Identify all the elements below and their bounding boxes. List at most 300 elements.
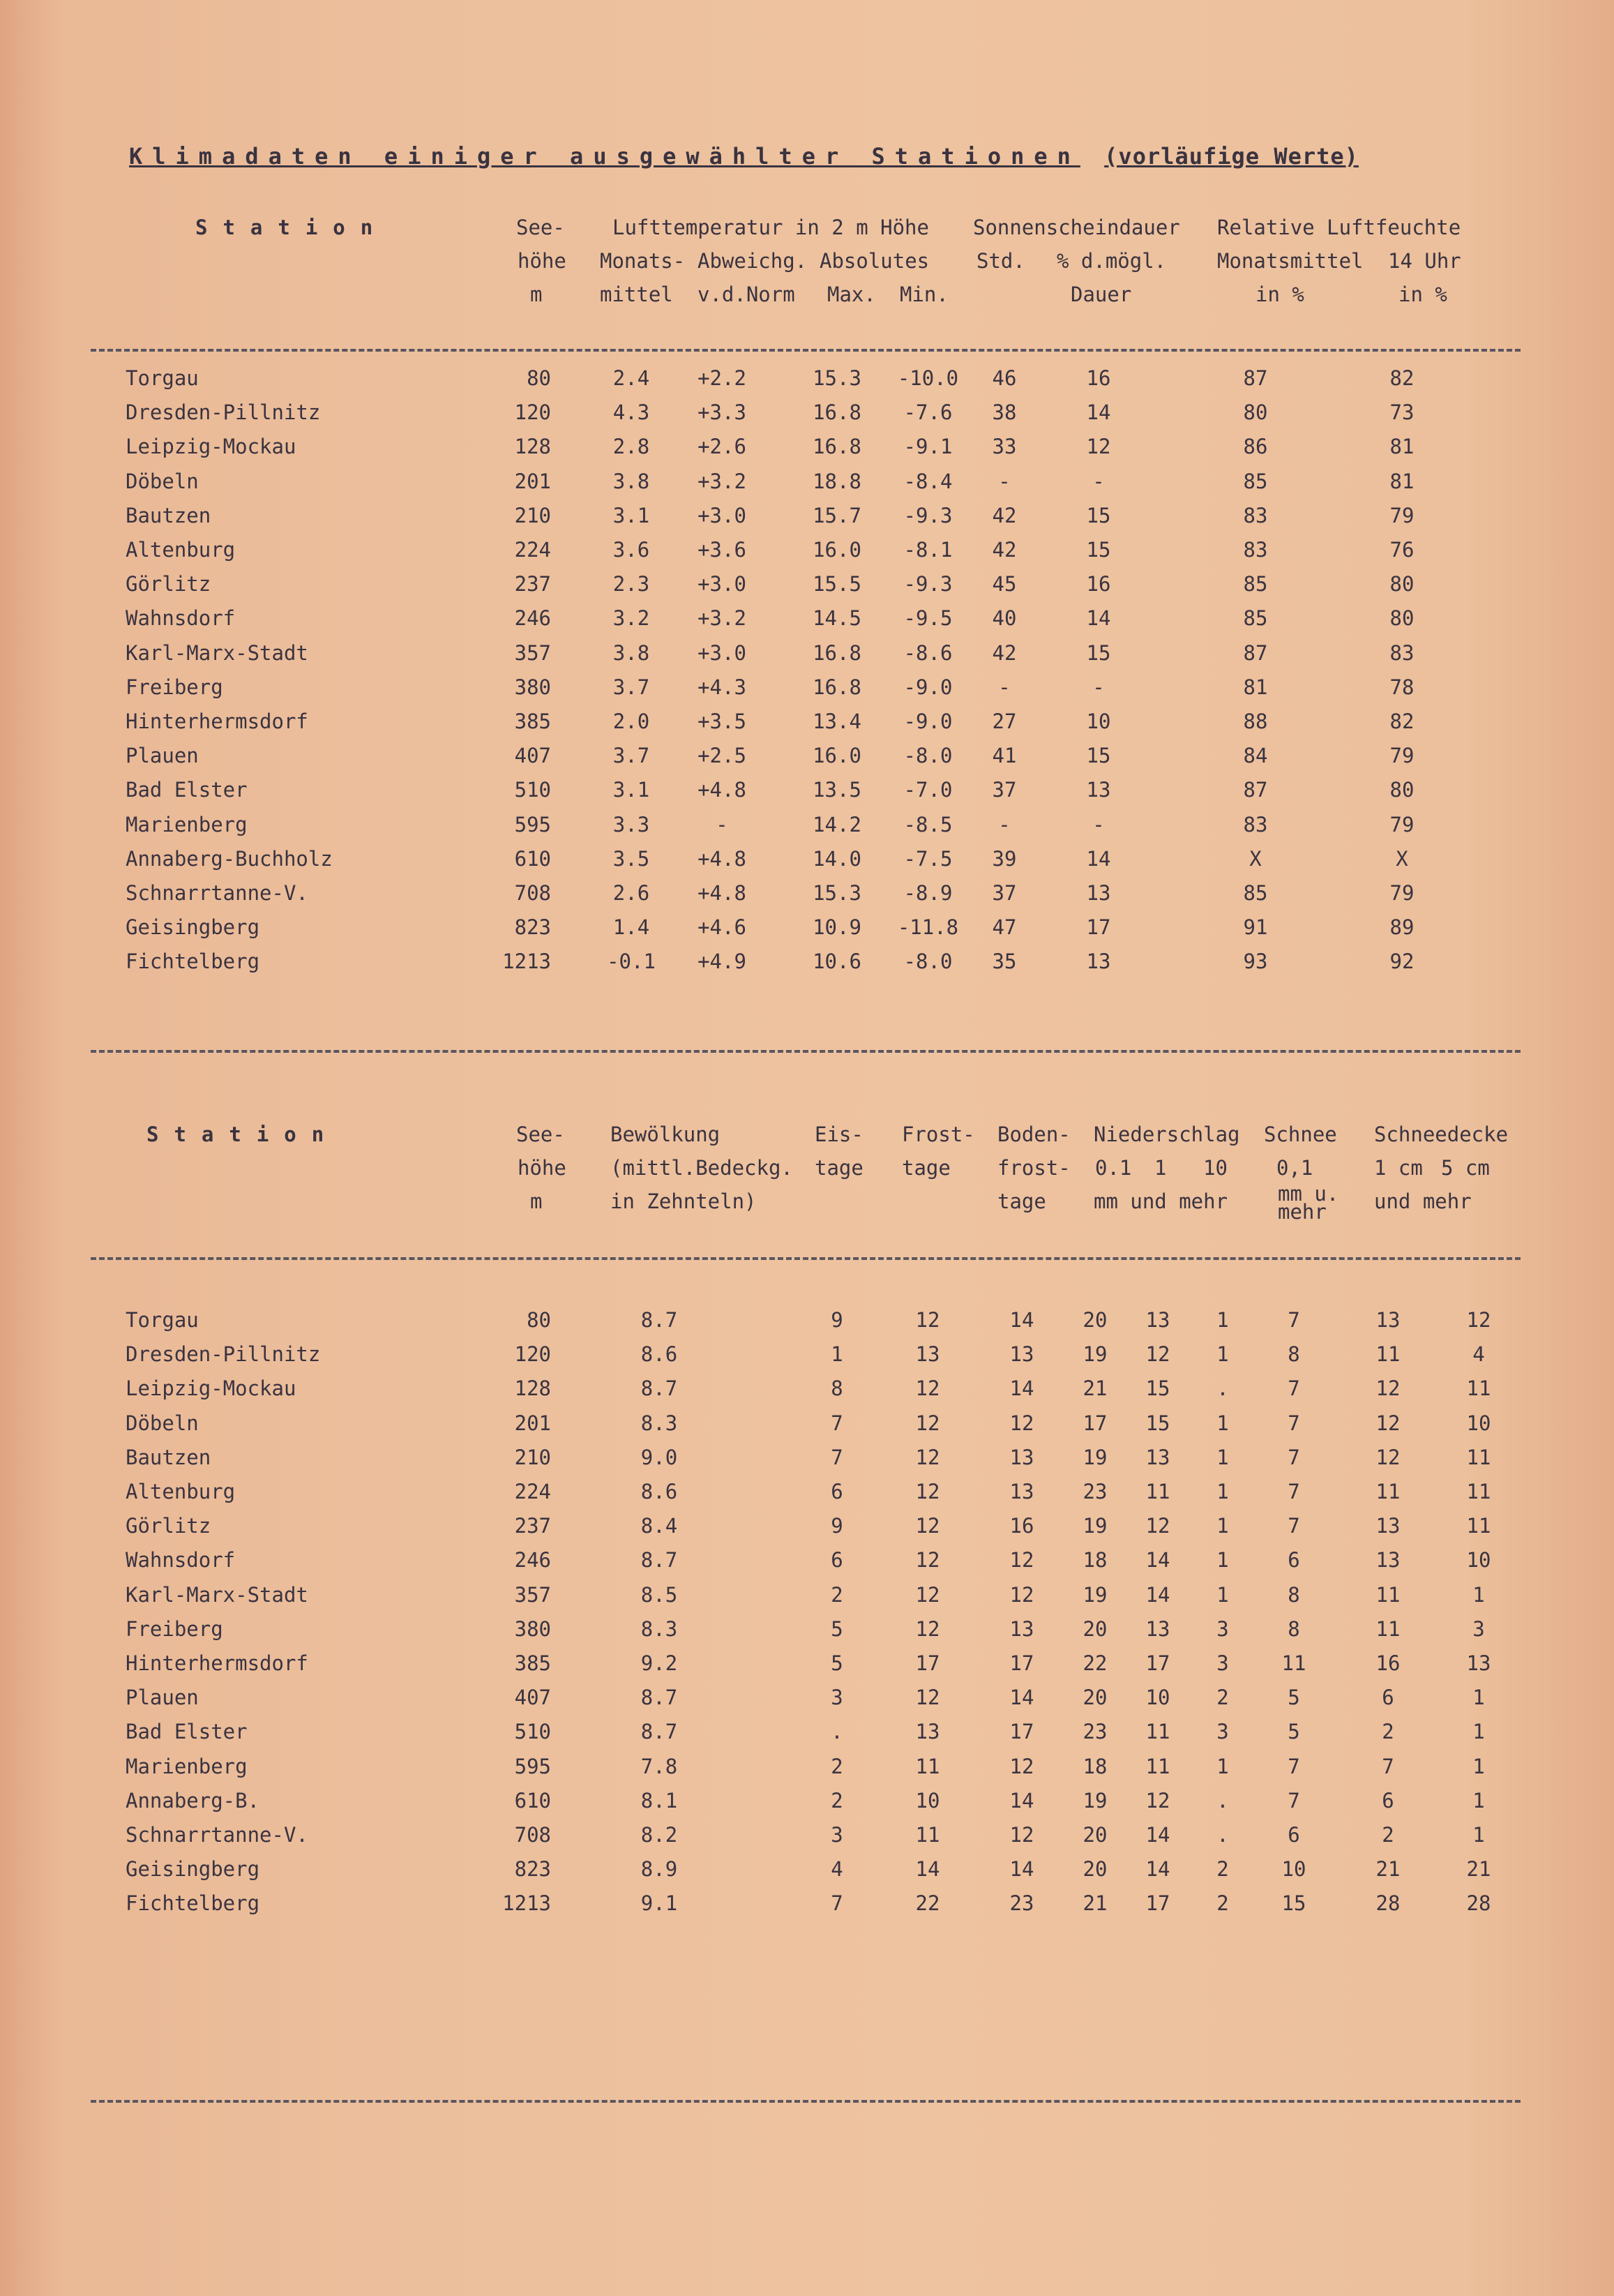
bodenfrost-cell: 12 — [1009, 1754, 1034, 1778]
sonne-std-cell: 38 — [992, 400, 1017, 425]
niederschlag-10-cell: 3 — [1216, 1651, 1229, 1675]
sonne-prozent-cell: 15 — [1086, 640, 1111, 665]
divider-t1-header — [91, 349, 1521, 352]
t2-schneedecke-5cm: 5 cm — [1441, 1156, 1490, 1180]
t1-monatsmittel-1: Monats- — [600, 249, 686, 273]
bewoelkung-cell: 9.0 — [640, 1445, 678, 1469]
niederschlag-1-cell: 14 — [1145, 1823, 1170, 1847]
bewoelkung-cell: 8.1 — [640, 1788, 678, 1813]
sonne-std-cell: 42 — [992, 503, 1017, 527]
monatsmittel-cell: 4.3 — [612, 400, 650, 425]
schneedecke-5cm-cell: 11 — [1466, 1480, 1491, 1503]
min-cell: -8.9 — [903, 881, 953, 905]
monatsmittel-cell: 2.0 — [612, 710, 650, 733]
table-row — [0, 1857, 1614, 1891]
niederschlag-1-cell: 17 — [1145, 1891, 1170, 1916]
station-name: Plauen — [126, 1686, 199, 1710]
schneedecke-1cm-cell: 13 — [1375, 1308, 1401, 1332]
niederschlag-1-cell: 11 — [1145, 1720, 1170, 1744]
schneedecke-5cm-cell: 10 — [1466, 1548, 1491, 1573]
sonne-std-cell: 42 — [992, 538, 1017, 562]
monatsmittel-cell: 3.8 — [612, 640, 650, 665]
sonne-std-cell: 42 — [992, 640, 1017, 665]
table-row — [0, 366, 1614, 400]
sonne-std-cell: 39 — [992, 846, 1017, 871]
schneedecke-5cm-cell: 21 — [1466, 1857, 1491, 1882]
niederschlag-01-cell: 23 — [1083, 1480, 1108, 1503]
t1-seehoehe-1: See- — [516, 216, 565, 239]
table-row — [0, 1651, 1614, 1685]
station-name: Geisingberg — [126, 915, 260, 940]
feuchte-14-cell: 79 — [1389, 812, 1415, 836]
feuchte-mittel-cell: 81 — [1243, 675, 1268, 699]
t1-feuchte-group: Relative Luftfeuchte — [1217, 216, 1461, 239]
t2-frosttage-1: Frost- — [902, 1123, 975, 1146]
sonne-std-cell: - — [998, 675, 1011, 699]
monatsmittel-cell: 3.1 — [612, 778, 650, 802]
bodenfrost-cell: 12 — [1009, 1411, 1034, 1435]
min-cell: -8.0 — [903, 744, 953, 768]
seehoehe-cell: 380 — [514, 675, 551, 699]
table-row — [0, 950, 1614, 983]
eistage-cell: 8 — [831, 1376, 843, 1401]
sonne-prozent-cell: 16 — [1086, 366, 1111, 390]
bewoelkung-cell: 9.2 — [640, 1651, 678, 1675]
monatsmittel-cell: 3.7 — [612, 675, 650, 699]
niederschlag-01-cell: 19 — [1083, 1342, 1108, 1367]
schnee-cell: 7 — [1288, 1480, 1300, 1503]
feuchte-14-cell: 82 — [1389, 710, 1415, 733]
abweichung-cell: +2.5 — [697, 744, 746, 768]
niederschlag-01-cell: 23 — [1083, 1720, 1108, 1744]
eistage-cell: 6 — [831, 1548, 843, 1573]
station-name: Görlitz — [126, 572, 211, 596]
table-row — [0, 915, 1614, 949]
sonne-prozent-cell: 14 — [1086, 400, 1111, 425]
divider-bottom — [91, 2100, 1521, 2103]
schnee-cell: 8 — [1288, 1616, 1300, 1641]
feuchte-mittel-cell: 83 — [1243, 538, 1268, 562]
t1-std: Std. — [976, 249, 1025, 273]
schnee-cell: 7 — [1288, 1445, 1300, 1469]
niederschlag-01-cell: 20 — [1083, 1616, 1108, 1641]
abweichung-cell: +3.0 — [697, 572, 746, 596]
abweichung-cell: - — [716, 812, 728, 836]
bodenfrost-cell: 23 — [1009, 1891, 1034, 1916]
t2-schnee-1: Schnee — [1264, 1123, 1337, 1146]
station-name: Torgau — [126, 1308, 199, 1332]
niederschlag-10-cell: 1 — [1216, 1514, 1229, 1538]
frosttage-cell: 11 — [915, 1754, 940, 1778]
max-cell: 13.4 — [813, 710, 861, 733]
seehoehe-cell: 357 — [514, 1582, 551, 1607]
schneedecke-1cm-cell: 7 — [1382, 1754, 1394, 1778]
max-cell: 14.2 — [813, 812, 861, 836]
bodenfrost-cell: 17 — [1009, 1651, 1034, 1675]
niederschlag-01-cell: 20 — [1083, 1686, 1108, 1710]
t1-min: Min. — [900, 283, 949, 306]
feuchte-mittel-cell: 85 — [1243, 469, 1268, 493]
sonne-std-cell: 33 — [992, 435, 1017, 459]
t2-bewoelkung-1: Bewölkung — [610, 1123, 721, 1146]
table-row — [0, 778, 1614, 811]
frosttage-cell: 13 — [915, 1720, 940, 1744]
station-name: Schnarrtanne-V. — [126, 881, 308, 905]
t1-monatsmittel-2: mittel — [600, 283, 673, 306]
feuchte-14-cell: 80 — [1389, 606, 1415, 631]
feuchte-14-cell: 89 — [1389, 915, 1415, 940]
niederschlag-1-cell: 13 — [1145, 1616, 1170, 1641]
t1-seehoehe-2: höhe — [518, 249, 566, 273]
niederschlag-10-cell: . — [1216, 1788, 1229, 1813]
divider-between-tables — [91, 1050, 1521, 1053]
frosttage-cell: 12 — [915, 1445, 940, 1469]
niederschlag-1-cell: 13 — [1145, 1445, 1170, 1469]
table-row — [0, 1583, 1614, 1616]
feuchte-mittel-cell: 85 — [1243, 572, 1268, 596]
max-cell: 18.8 — [813, 469, 861, 493]
monatsmittel-cell: 3.2 — [612, 606, 650, 631]
min-cell: -9.0 — [903, 675, 953, 699]
seehoehe-cell: 120 — [514, 1342, 551, 1367]
min-cell: -9.0 — [903, 710, 953, 733]
sonne-prozent-cell: 16 — [1086, 572, 1111, 596]
station-name: Görlitz — [126, 1514, 211, 1538]
max-cell: 16.8 — [813, 435, 861, 459]
feuchte-mittel-cell: 91 — [1243, 915, 1268, 940]
schneedecke-5cm-cell: 10 — [1466, 1411, 1491, 1435]
t2-bewoelkung-2: (mittl.Bedeckg. — [610, 1156, 793, 1180]
schneedecke-1cm-cell: 12 — [1375, 1445, 1401, 1469]
seehoehe-cell: 224 — [514, 1480, 551, 1503]
bodenfrost-cell: 16 — [1009, 1514, 1034, 1538]
niederschlag-10-cell: 2 — [1216, 1891, 1229, 1916]
min-cell: -9.3 — [903, 572, 953, 596]
monatsmittel-cell: -0.1 — [607, 950, 656, 974]
schneedecke-5cm-cell: 11 — [1466, 1514, 1491, 1538]
station-name: Döbeln — [126, 1411, 199, 1435]
feuchte-14-cell: 81 — [1389, 435, 1415, 459]
niederschlag-1-cell: 15 — [1145, 1411, 1170, 1435]
table-row — [0, 1755, 1614, 1788]
monatsmittel-cell: 1.4 — [612, 915, 650, 940]
station-name: Wahnsdorf — [126, 606, 236, 631]
niederschlag-01-cell: 21 — [1083, 1376, 1108, 1401]
schneedecke-1cm-cell: 11 — [1375, 1582, 1401, 1607]
niederschlag-1-cell: 14 — [1145, 1582, 1170, 1607]
station-name: Bad Elster — [126, 778, 248, 802]
niederschlag-01-cell: 19 — [1083, 1582, 1108, 1607]
schneedecke-1cm-cell: 28 — [1375, 1891, 1401, 1916]
niederschlag-01-cell: 20 — [1083, 1308, 1108, 1332]
max-cell: 10.9 — [813, 915, 861, 940]
bewoelkung-cell: 8.6 — [640, 1480, 678, 1503]
station-name: Geisingberg — [126, 1857, 260, 1882]
t2-niederschlag-10: 10 — [1203, 1156, 1228, 1180]
t2-schneedecke-unit: und mehr — [1374, 1190, 1472, 1213]
abweichung-cell: +3.6 — [697, 538, 746, 562]
monatsmittel-cell: 2.8 — [612, 435, 650, 459]
t2-eistage-1: Eis- — [815, 1123, 863, 1146]
bewoelkung-cell: 8.7 — [640, 1548, 678, 1573]
feuchte-14-cell: 80 — [1389, 778, 1415, 802]
niederschlag-01-cell: 21 — [1083, 1891, 1108, 1916]
bodenfrost-cell: 13 — [1009, 1480, 1034, 1503]
bodenfrost-cell: 14 — [1009, 1788, 1034, 1813]
schneedecke-1cm-cell: 13 — [1375, 1514, 1401, 1538]
eistage-cell: 1 — [831, 1342, 843, 1367]
sonne-std-cell: - — [998, 469, 1011, 493]
station-name: Bautzen — [126, 503, 211, 527]
t1-absolutes: Absolutes — [820, 249, 930, 273]
monatsmittel-cell: 2.6 — [612, 881, 650, 905]
t1-feuchte-mittel-1: Monatsmittel — [1217, 249, 1364, 273]
frosttage-cell: 22 — [915, 1891, 940, 1916]
bodenfrost-cell: 12 — [1009, 1823, 1034, 1847]
bewoelkung-cell: 8.5 — [640, 1582, 678, 1607]
table-row — [0, 1720, 1614, 1753]
t1-seehoehe-3: m — [530, 283, 543, 306]
frosttage-cell: 10 — [915, 1788, 940, 1813]
t2-bodenfrost-1: Boden- — [997, 1123, 1071, 1146]
feuchte-mittel-cell: X — [1249, 846, 1262, 871]
sonne-std-cell: 40 — [992, 606, 1017, 631]
sonne-prozent-cell: 15 — [1086, 744, 1111, 768]
station-name: Leipzig-Mockau — [126, 435, 296, 459]
frosttage-cell: 12 — [915, 1548, 940, 1573]
feuchte-mittel-cell: 85 — [1243, 881, 1268, 905]
max-cell: 16.0 — [813, 744, 861, 768]
seehoehe-cell: 237 — [514, 1514, 551, 1538]
schneedecke-1cm-cell: 12 — [1375, 1411, 1401, 1435]
seehoehe-cell: 407 — [514, 1686, 551, 1710]
niederschlag-1-cell: 12 — [1145, 1342, 1170, 1367]
schnee-cell: 7 — [1288, 1754, 1300, 1778]
seehoehe-cell: 128 — [514, 1376, 551, 1401]
seehoehe-cell: 237 — [514, 572, 551, 596]
table-row — [0, 1411, 1614, 1445]
feuchte-mittel-cell: 87 — [1243, 366, 1268, 390]
schneedecke-5cm-cell: 12 — [1466, 1308, 1491, 1332]
t1-abweichung-2: v.d.Norm — [697, 283, 795, 306]
t1-prozent-2: Dauer — [1071, 283, 1132, 306]
niederschlag-01-cell: 22 — [1083, 1651, 1108, 1675]
niederschlag-01-cell: 20 — [1083, 1823, 1108, 1847]
min-cell: -8.5 — [903, 812, 953, 836]
max-cell: 16.8 — [813, 400, 861, 425]
max-cell: 10.6 — [813, 950, 861, 974]
table-row — [0, 710, 1614, 743]
station-name: Torgau — [126, 366, 199, 390]
max-cell: 16.0 — [813, 538, 861, 562]
niederschlag-1-cell: 13 — [1145, 1308, 1170, 1332]
table-row — [0, 1446, 1614, 1479]
t2-niederschlag-1mm: 1 — [1154, 1156, 1167, 1180]
schneedecke-5cm-cell: 1 — [1472, 1754, 1485, 1778]
station-name: Döbeln — [126, 469, 199, 493]
sonne-prozent-cell: - — [1092, 469, 1105, 493]
frosttage-cell: 12 — [915, 1480, 940, 1503]
bewoelkung-cell: 8.7 — [640, 1720, 678, 1744]
station-name: Freiberg — [126, 1616, 223, 1641]
station-name: Marienberg — [126, 812, 248, 836]
feuchte-14-cell: 79 — [1389, 503, 1415, 527]
seehoehe-cell: 201 — [514, 469, 551, 493]
t2-seehoehe-1: See- — [516, 1123, 565, 1146]
seehoehe-cell: 1213 — [502, 950, 551, 974]
max-cell: 15.5 — [813, 572, 861, 596]
t2-station-header: Station — [146, 1123, 340, 1146]
schnee-cell: 7 — [1288, 1376, 1300, 1401]
station-name: Fichtelberg — [126, 950, 260, 974]
feuchte-14-cell: 73 — [1389, 400, 1415, 425]
schneedecke-5cm-cell: 1 — [1472, 1686, 1485, 1710]
min-cell: -7.0 — [903, 778, 953, 802]
table-row — [0, 1617, 1614, 1651]
schnee-cell: 8 — [1288, 1582, 1300, 1607]
table-row — [0, 400, 1614, 434]
t2-niederschlag-01: 0.1 — [1095, 1156, 1132, 1180]
table-row — [0, 1548, 1614, 1582]
schnee-cell: 5 — [1288, 1720, 1300, 1744]
min-cell: -8.0 — [903, 950, 953, 974]
table-row — [0, 847, 1614, 880]
eistage-cell: 2 — [831, 1754, 843, 1778]
seehoehe-cell: 510 — [514, 778, 551, 802]
table-row — [0, 675, 1614, 709]
station-name: Bautzen — [126, 1445, 211, 1469]
seehoehe-cell: 823 — [514, 915, 551, 940]
feuchte-mittel-cell: 86 — [1243, 435, 1268, 459]
monatsmittel-cell: 3.5 — [612, 846, 650, 871]
seehoehe-cell: 246 — [514, 1548, 551, 1573]
station-name: Karl-Marx-Stadt — [126, 1582, 308, 1607]
t1-prozent-1: % d.mögl. — [1057, 249, 1167, 273]
station-name: Schnarrtanne-V. — [126, 1823, 308, 1847]
t2-seehoehe-3: m — [530, 1190, 543, 1213]
niederschlag-01-cell: 20 — [1083, 1857, 1108, 1882]
min-cell: -8.1 — [903, 538, 953, 562]
seehoehe-cell: 385 — [514, 710, 551, 733]
niederschlag-10-cell: . — [1216, 1376, 1229, 1401]
seehoehe-cell: 407 — [514, 744, 551, 768]
sonne-prozent-cell: 10 — [1086, 710, 1111, 733]
abweichung-cell: +4.8 — [697, 778, 746, 802]
niederschlag-1-cell: 11 — [1145, 1754, 1170, 1778]
niederschlag-10-cell: 2 — [1216, 1686, 1229, 1710]
frosttage-cell: 12 — [915, 1376, 940, 1401]
schneedecke-5cm-cell: 1 — [1472, 1720, 1485, 1744]
t2-bewoelkung-3: in Zehnteln) — [610, 1190, 757, 1213]
station-name: Bad Elster — [126, 1720, 248, 1744]
sonne-prozent-cell: 17 — [1086, 915, 1111, 940]
seehoehe-cell: 210 — [514, 503, 551, 527]
monatsmittel-cell: 2.3 — [612, 572, 650, 596]
table-row — [0, 1514, 1614, 1547]
sonne-prozent-cell: 14 — [1086, 846, 1111, 871]
monatsmittel-cell: 2.4 — [612, 366, 650, 390]
station-name: Wahnsdorf — [126, 1548, 236, 1573]
sonne-std-cell: 37 — [992, 881, 1017, 905]
table-row — [0, 538, 1614, 571]
seehoehe-cell: 357 — [514, 640, 551, 665]
feuchte-14-cell: 82 — [1389, 366, 1415, 390]
schneedecke-5cm-cell: 11 — [1466, 1445, 1491, 1469]
min-cell: -10.0 — [897, 366, 959, 390]
abweichung-cell: +3.3 — [697, 400, 746, 425]
frosttage-cell: 14 — [915, 1857, 940, 1882]
abweichung-cell: +2.6 — [697, 435, 746, 459]
sonne-std-cell: 47 — [992, 915, 1017, 940]
schneedecke-5cm-cell: 4 — [1472, 1342, 1485, 1367]
bewoelkung-cell: 8.7 — [640, 1686, 678, 1710]
min-cell: -8.6 — [903, 640, 953, 665]
t2-schnee-2: 0,1 — [1276, 1156, 1313, 1180]
schneedecke-1cm-cell: 11 — [1375, 1480, 1401, 1503]
feuchte-mittel-cell: 88 — [1243, 710, 1268, 733]
bodenfrost-cell: 13 — [1009, 1342, 1034, 1367]
schneedecke-5cm-cell: 13 — [1466, 1651, 1491, 1675]
feuchte-mittel-cell: 85 — [1243, 606, 1268, 631]
table-row — [0, 641, 1614, 675]
seehoehe-cell: 708 — [514, 881, 551, 905]
t2-bodenfrost-3: tage — [997, 1190, 1046, 1213]
schneedecke-5cm-cell: 1 — [1472, 1788, 1485, 1813]
station-name: Altenburg — [126, 538, 236, 562]
sonne-prozent-cell: 12 — [1086, 435, 1111, 459]
t1-feuchte-mittel-2: in % — [1255, 283, 1304, 306]
niederschlag-10-cell: 1 — [1216, 1411, 1229, 1435]
abweichung-cell: +3.0 — [697, 503, 746, 527]
bodenfrost-cell: 13 — [1009, 1445, 1034, 1469]
bodenfrost-cell: 12 — [1009, 1548, 1034, 1573]
feuchte-14-cell: 78 — [1389, 675, 1415, 699]
t2-schneedecke-1cm: 1 cm — [1374, 1156, 1423, 1180]
schneedecke-1cm-cell: 6 — [1382, 1686, 1394, 1710]
niederschlag-1-cell: 15 — [1145, 1376, 1170, 1401]
table-row — [0, 1789, 1614, 1822]
eistage-cell: 4 — [831, 1857, 843, 1882]
feuchte-14-cell: 80 — [1389, 572, 1415, 596]
t1-abweichung-1: Abweichg. — [697, 249, 808, 273]
schneedecke-5cm-cell: 28 — [1466, 1891, 1491, 1916]
station-name: Karl-Marx-Stadt — [126, 640, 308, 665]
table-row — [0, 1823, 1614, 1856]
bewoelkung-cell: 8.3 — [640, 1616, 678, 1641]
seehoehe-cell: 210 — [514, 1445, 551, 1469]
eistage-cell: . — [831, 1720, 843, 1744]
seehoehe-cell: 595 — [514, 812, 551, 836]
seehoehe-cell: 595 — [514, 1754, 551, 1778]
feuchte-14-cell: X — [1396, 846, 1408, 871]
niederschlag-1-cell: 10 — [1145, 1686, 1170, 1710]
eistage-cell: 3 — [831, 1823, 843, 1847]
eistage-cell: 5 — [831, 1616, 843, 1641]
table-row — [0, 881, 1614, 915]
monatsmittel-cell: 3.1 — [612, 503, 650, 527]
schneedecke-1cm-cell: 6 — [1382, 1788, 1394, 1813]
schneedecke-1cm-cell: 2 — [1382, 1823, 1394, 1847]
niederschlag-10-cell: . — [1216, 1823, 1229, 1847]
sonne-prozent-cell: 15 — [1086, 538, 1111, 562]
niederschlag-01-cell: 18 — [1083, 1548, 1108, 1573]
abweichung-cell: +2.2 — [697, 366, 746, 390]
station-name: Fichtelberg — [126, 1891, 260, 1916]
seehoehe-cell: 610 — [514, 1788, 551, 1813]
monatsmittel-cell: 3.8 — [612, 469, 650, 493]
frosttage-cell: 17 — [915, 1651, 940, 1675]
title-main: Klimadaten einiger ausgewählter Stationen — [129, 143, 1080, 170]
